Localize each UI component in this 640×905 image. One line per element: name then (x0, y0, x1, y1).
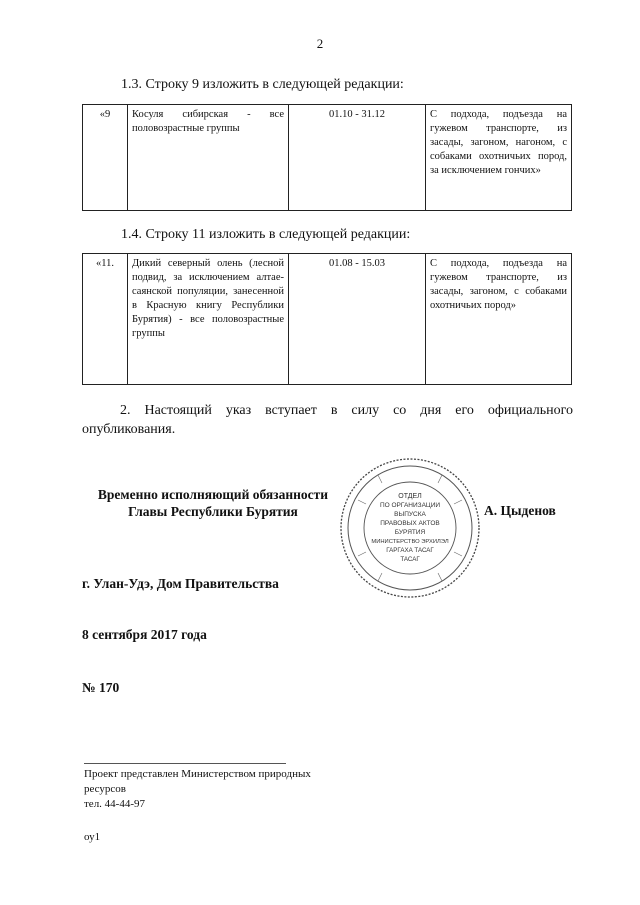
decree-date: 8 сентября 2017 года (82, 627, 207, 642)
seal-line5: БУРЯТИЯ (394, 529, 426, 536)
seal-line7: ГАРГАХА ТАСАГ (386, 547, 434, 554)
decree-number: № 170 (82, 680, 120, 695)
section-1-3-heading: 1.3. Строку 9 изложить в следующей редакции: (121, 77, 404, 92)
period-cell: 01.10 - 31.12 (289, 105, 426, 211)
species-cell: Косуля сибирская - все половозрастные группы (128, 105, 289, 211)
method-cell: С подхода, подъезда на гужевом транспорте, из засады, загоном, с собаками охотничьих пород» (426, 254, 572, 385)
row-number: «9 (83, 105, 128, 211)
seal-line3: ВЫПУСКА (394, 511, 426, 518)
seal-line1: ОТДЕЛ (398, 493, 422, 500)
footer-phone: тел. 44-44-97 (84, 798, 146, 810)
footer-line2: ресурсов (84, 783, 126, 795)
seal-line2: ПО ОРГАНИЗАЦИИ (379, 502, 441, 509)
signatory-role-line1: Временно исполняющий обязанности (97, 487, 329, 502)
seal-line4: ПРАВОВЫХ АКТОВ (380, 520, 440, 527)
official-seal (338, 456, 482, 600)
seal-line8: ТАСАГ (400, 556, 420, 563)
table-row (83, 254, 572, 385)
footer-line1: Проект представлен Министерством природных (84, 768, 311, 780)
section-1-4-heading: 1.4. Строку 11 изложить в следующей редакции: (121, 227, 411, 242)
footer-note (84, 767, 311, 812)
table-row-9 (82, 104, 572, 211)
signatory-name: А. Цыденов (484, 503, 556, 518)
table-row-11 (82, 253, 572, 385)
species-cell: Дикий северный олень (лесной подвид, за исключением алтае-саянской популяции, занесенной в Красную книгу Республики Бурятия) - все половозрастные группы (128, 254, 289, 385)
row-number: «11. (83, 254, 128, 385)
footer-divider (84, 763, 286, 764)
table-row (83, 105, 572, 211)
footer-code: оу1 (84, 831, 101, 843)
place-of-signing: г. Улан-Удэ, Дом Правительства (82, 576, 279, 591)
signatory-role (78, 486, 348, 520)
effective-paragraph: 2. Настоящий указ вступает в силу со дня его официального опубликования. (82, 403, 573, 437)
method-cell: С подхода, подъезда на гужевом транспорте, из засады, загоном, нагоном, с собаками охотничьих пород, за исключением гончих» (426, 105, 572, 211)
seal-line6: МИНИСТЕРСТВО ЭРХИЛЭЛ (371, 539, 449, 545)
page-number: 2 (316, 36, 324, 51)
period-cell: 01.08 - 15.03 (289, 254, 426, 385)
signatory-role-line2: Главы Республики Бурятия (128, 504, 298, 519)
